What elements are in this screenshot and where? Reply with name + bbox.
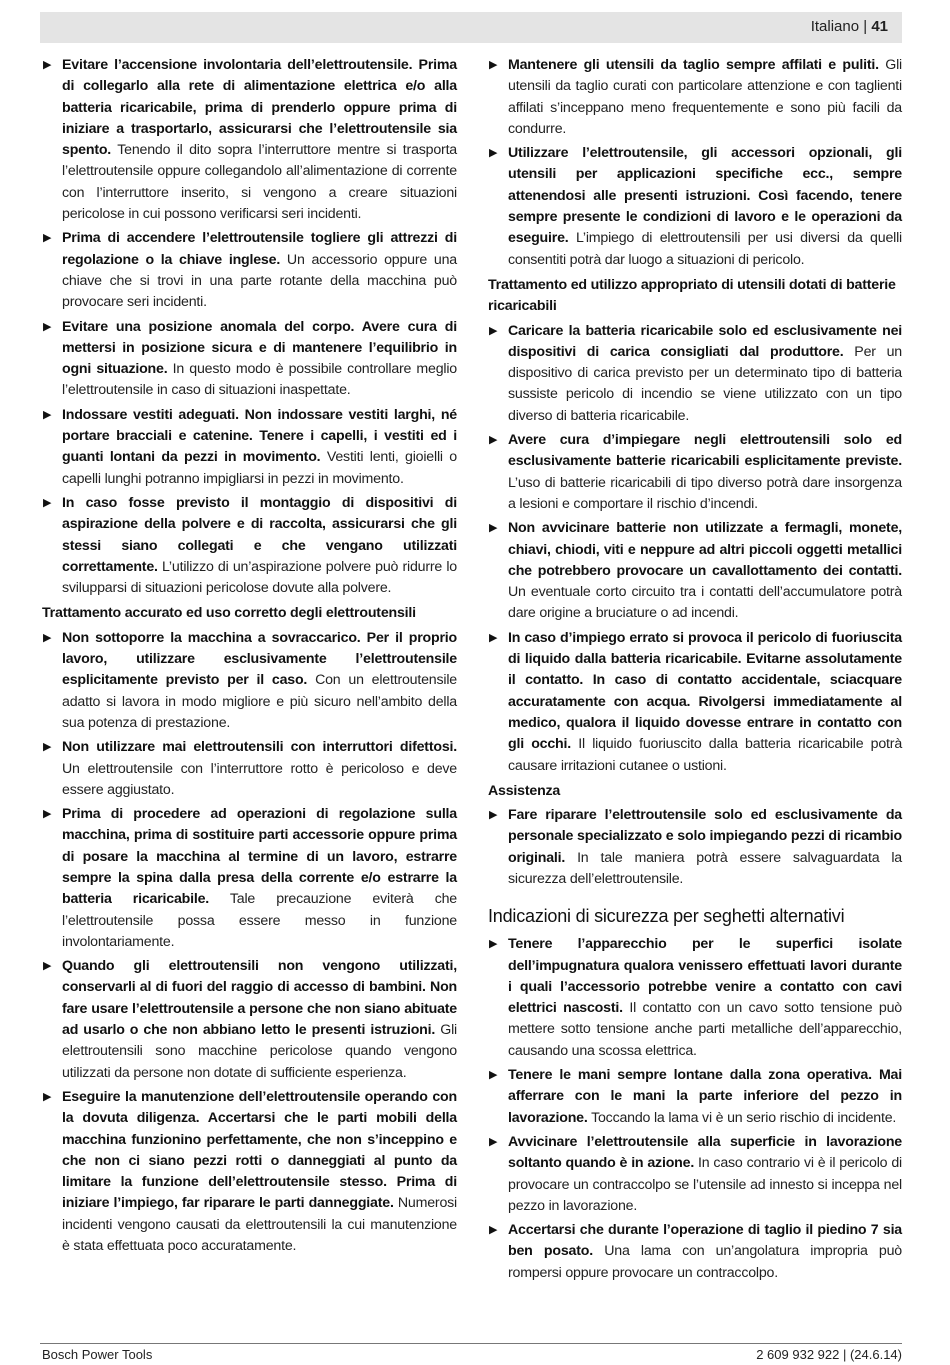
triangle-right-icon: ▶	[43, 808, 52, 821]
page-number: 41	[871, 18, 888, 35]
footer-brand: Bosch Power Tools	[42, 1347, 153, 1362]
instruction-explanation: Un elettroutensile con l’interruttore rotto è pericoloso e deve essere aggiustato.	[62, 760, 457, 798]
triangle-right-icon: ▶	[489, 631, 498, 644]
instruction-emphasis: Eseguire la manutenzione dell’elettroutensile operando con la dovuta diligenza. Accertarsi che le parti mobili della macchina funzionino perfettamente, che non s’inceppino e che non ci siano pezzi rotti o danneggiati al punto da limitare la funzione dell’elettroutensile stesso. Prima di iniziare l’impiego, far riparare le parti danneggiate.	[62, 1088, 457, 1212]
safety-instruction	[488, 934, 902, 1062]
safety-instruction	[42, 317, 457, 402]
instruction-explanation: Il contatto con un cavo sotto tensione può mettere sotto tensione anche parti metalliche dell’apparecchio, causando una scossa elettrica.	[508, 1000, 902, 1059]
instruction-explanation: Tenendo il dito sopra l’interruttore mentre si trasporta l’elettroutensile oppure collegandolo all’alimentazione di corrente con l’interruttore inserito, si vengono a creare situazioni pericolose in cui possono verificarsi seri incidenti.	[62, 142, 457, 223]
triangle-right-icon: ▶	[489, 1135, 498, 1148]
instruction-emphasis: Non sottoporre la macchina a sovraccarico. Per il proprio lavoro, utilizzare esclusivamente l’elettroutensile esplicitamente previsto per il caso.	[62, 629, 457, 689]
safety-instruction	[488, 55, 902, 140]
instruction-explanation: Gli elettroutensili sono macchine pericolose quando vengono utilizzati da persone non dotate di sufficiente esperienza.	[62, 1022, 457, 1081]
instruction-explanation: In caso contrario vi è il pericolo di provocare un contraccolpo se l’utensile ad innesto si inceppa nel pezzo in lavorazione.	[508, 1155, 902, 1214]
instruction-explanation: Gli utensili da taglio curati con particolare attenzione e con taglienti affilati s’inceppano meno frequentemente e sono più facili da condurre.	[508, 57, 902, 137]
safety-instruction	[488, 1065, 902, 1129]
instruction-explanation: Toccando la lama vi è un serio rischio di incidente.	[587, 1109, 897, 1126]
safety-instruction	[488, 143, 902, 271]
instruction-explanation: Un eventuale corto circuito tra i contatti dell’accumulatore potrà dare origine a bruciature o ad incendi.	[508, 584, 902, 622]
instruction-emphasis: Avere cura d’impiegare negli elettroutensili solo ed esclusivamente batterie ricaricabili esplicitamente previste.	[508, 432, 902, 470]
instruction-emphasis: Quando gli elettroutensili non vengono utilizzati, conservarli al di fuori del raggio di accesso di bambini. Non fare usare l’elettroutensile a persone che non siano abituate ad usarlo o che non abbiano letto le presenti istruzioni.	[62, 958, 457, 1039]
instruction-emphasis: Prima di procedere ad operazioni di regolazione sulla macchina, prima di sostituire parti accessorie oppure prima di posare la macchina al termine di un lavoro, estrarre sempre la spina dalla presa della corrente e/o estrarre la batteria ricaricabile.	[62, 806, 457, 908]
instruction-emphasis: Avvicinare l’elettroutensile alla superficie in lavorazione soltanto quando è in azione.	[508, 1133, 902, 1172]
header-separator: |	[859, 18, 872, 35]
triangle-right-icon: ▶	[43, 741, 52, 754]
header-language: Italiano	[810, 18, 860, 35]
safety-instruction	[488, 628, 902, 777]
triangle-right-icon: ▶	[43, 960, 52, 973]
triangle-right-icon: ▶	[489, 522, 498, 535]
triangle-right-icon: ▶	[489, 324, 498, 337]
instruction-emphasis: Indossare vestiti adeguati. Non indossare vestiti larghi, né portare bracciali e catenine. Tenere i capelli, i vestiti ed i guanti lontani da pezzi in movimento.	[62, 406, 457, 466]
safety-instruction	[42, 956, 457, 1084]
triangle-right-icon: ▶	[489, 938, 498, 951]
triangle-right-icon: ▶	[489, 1069, 498, 1082]
triangle-right-icon: ▶	[43, 631, 52, 644]
safety-instruction	[42, 628, 457, 734]
triangle-right-icon: ▶	[489, 434, 498, 447]
triangle-right-icon: ▶	[43, 1090, 52, 1103]
safety-instruction	[42, 737, 457, 801]
instruction-explanation: Un accessorio oppure una chiave che si trovi in una parte rotante della macchina può provocare seri incidenti.	[62, 251, 457, 311]
instruction-emphasis: Tenere l’apparecchio per le superfici isolate dell’impugnatura qualora venissero effettuati lavori durante i quali l’accessorio potrebbe venire a contatto con cavi elettrici nascosti.	[508, 936, 902, 1017]
instruction-explanation: Una lama con un’angolatura impropria può rompersi oppure provocare un contraccolpo.	[508, 1243, 902, 1281]
instruction-emphasis: Non utilizzare mai elettroutensili con interruttori difettosi.	[62, 739, 457, 756]
instruction-emphasis: In caso fosse previsto il montaggio di dispositivi di aspirazione della polvere e di raccolta, assicurarsi che gli stessi siano collegati e che vengano utilizzati correttamente.	[62, 494, 457, 575]
triangle-right-icon: ▶	[489, 1224, 498, 1237]
safety-instruction	[42, 55, 457, 225]
triangle-right-icon: ▶	[43, 496, 52, 509]
instruction-emphasis: In caso d’impiego errato si provoca il pericolo di fuoriuscita di liquido dalla batteria ricaricabile. Evitarne assolutamente il contatto. In caso di contatto accidentale, sciacquare accuratamente con acqua. Rivolgersi immediatamente al medico, qualora il liquido dovesse entrare in contatto con gli occhi.	[508, 629, 902, 753]
instruction-explanation: L’impiego di elettroutensili per usi diversi da quelli consentiti potrà dar luogo a situazioni di pericolo.	[508, 230, 902, 268]
safety-instruction	[488, 1220, 902, 1284]
instruction-explanation: Il liquido fuoriuscito dalla batteria ricaricabile potrà causare irritazioni cutanee o ustioni.	[508, 736, 903, 774]
instruction-emphasis: Accertarsi che durante l’operazione di taglio il piedino 7 sia ben posato.	[508, 1222, 902, 1260]
instruction-emphasis: Utilizzare l’elettroutensile, gli accessori opzionali, gli utensili per applicazioni specifiche ecc., sempre attenendosi alle presenti istruzioni. Così facendo, tenere sempre presente le condizioni di lavoro e le operazioni da eseguire.	[508, 145, 902, 247]
instruction-explanation: In questo modo è possibile controllare meglio l’elettroutensile in caso di situazioni inaspettate.	[62, 361, 457, 399]
safety-instruction	[42, 804, 457, 953]
safety-instruction	[42, 493, 457, 599]
instruction-explanation: Per un dispositivo di carica previsto per un determinato tipo di batteria sussiste pericolo di incendio se viene utilizzato con un tipo diverso di batteria ricaricabile.	[508, 343, 902, 424]
subsection-heading: Trattamento ed utilizzo appropriato di utensili dotati di batterie ricaricabili	[488, 276, 896, 315]
triangle-right-icon: ▶	[43, 59, 52, 71]
subsection-heading: Assistenza	[488, 782, 561, 799]
safety-instruction	[488, 805, 902, 890]
section-heading: Indicazioni di sicurezza per seghetti alternativi	[488, 906, 845, 927]
instruction-explanation: Numerosi incidenti vengono causati da elettroutensili la cui manutenzione è stata effettuata poco accuratamente.	[62, 1195, 457, 1255]
instruction-explanation: L’uso di batterie ricaricabili di tipo diverso potrà dare insorgenza a lesioni e comportare il rischio d’incendi.	[508, 474, 902, 512]
instruction-explanation: L’utilizzo di un’aspirazione polvere può ridurre lo svilupparsi di situazioni pericolose dovute alla polvere.	[62, 558, 457, 597]
instruction-emphasis: Evitare una posizione anomala del corpo. Avere cura di mettersi in posizione sicura e di mantenere l’equilibrio in ogni situazione.	[62, 318, 457, 378]
safety-instruction	[488, 518, 902, 624]
safety-instruction	[42, 405, 457, 490]
safety-instruction	[42, 1087, 457, 1257]
instruction-explanation: Tale precauzione eviterà che l’elettroutensile possa essere messo in funzione involontariamente.	[62, 891, 457, 950]
footer-doc-number: 2 609 932 922 | (24.6.14)	[756, 1347, 902, 1362]
safety-instruction	[42, 228, 457, 313]
instruction-emphasis: Caricare la batteria ricaricabile solo ed esclusivamente nei dispositivi di carica consigliati dal produttore.	[508, 322, 902, 360]
instruction-emphasis: Evitare l’accensione involontaria dell’elettroutensile. Prima di collegarlo alla rete di alimentazione elettrica e/o alla batteria ricaricabile, prima di prenderlo oppure prima di iniziare a trasportarlo, assicurarsi che l’elettroutensile sia spento.	[62, 57, 457, 159]
subsection-heading: Trattamento accurato ed uso corretto degli elettroutensili	[42, 605, 416, 622]
triangle-right-icon: ▶	[43, 408, 52, 421]
page-header	[40, 12, 902, 43]
instruction-explanation: Vestiti lenti, gioielli o capelli lunghi potranno impigliarsi in pezzi in movimento.	[62, 449, 457, 487]
safety-instruction	[488, 1132, 902, 1217]
instruction-emphasis: Mantenere gli utensili da taglio sempre affilati e puliti.	[508, 57, 879, 73]
left-column	[42, 55, 457, 1260]
right-column	[488, 55, 902, 1287]
header-text	[811, 18, 888, 35]
triangle-right-icon: ▶	[43, 320, 52, 333]
instruction-emphasis: Prima di accendere l’elettroutensile togliere gli attrezzi di regolazione o la chiave inglese.	[62, 230, 457, 268]
triangle-right-icon: ▶	[43, 232, 52, 245]
instruction-explanation: In tale maniera potrà essere salvaguardata la sicurezza dell’elettroutensile.	[508, 849, 902, 887]
safety-instruction	[488, 321, 902, 427]
instruction-emphasis: Non avvicinare batterie non utilizzate a fermagli, monete, chiavi, chiodi, viti e neppure ad altri piccoli oggetti metallici che potrebbero provocare un cavallottamento dei contatti.	[508, 520, 902, 579]
instruction-explanation: Con un elettroutensile adatto si lavora in modo migliore e più sicuro nell’ambito della sua potenza di prestazione.	[62, 672, 457, 731]
triangle-right-icon: ▶	[489, 147, 498, 160]
instruction-emphasis: Tenere le mani sempre lontane dalla zona operativa. Mai afferrare con le mani la parte inferiore del pezzo in lavorazione.	[508, 1067, 902, 1126]
triangle-right-icon: ▶	[489, 809, 498, 822]
safety-instruction	[488, 430, 902, 515]
instruction-emphasis: Fare riparare l’elettroutensile solo ed esclusivamente da personale specializzato e solo impiegando pezzi di ricambio originali.	[508, 807, 902, 866]
footer-divider	[40, 1343, 902, 1344]
triangle-right-icon: ▶	[489, 59, 498, 71]
